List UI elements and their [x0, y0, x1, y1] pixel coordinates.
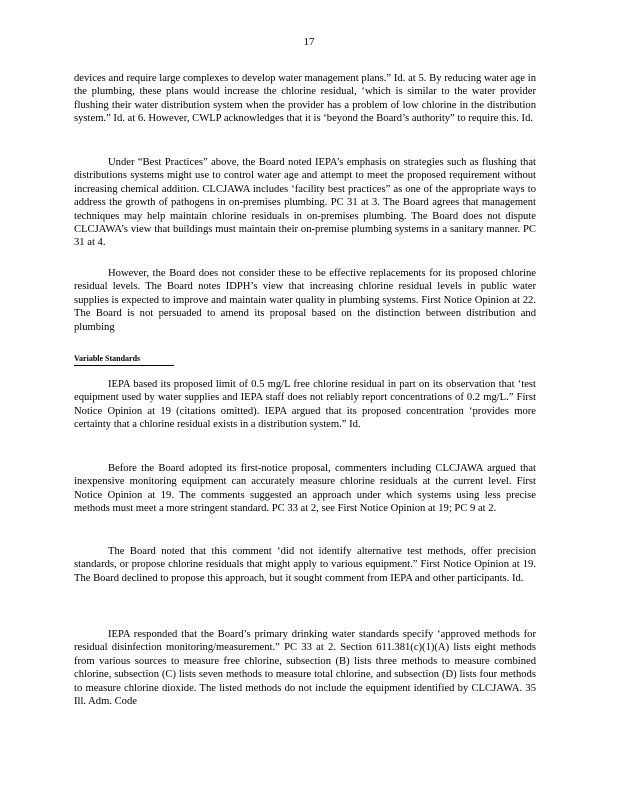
paragraph-7: IEPA responded that the Board’s primary drinking water standards specify ‘approved methods for residual disinfection monitoring/measurement.” PC 33 at 2. Section 611.381(c)(1)(A) lists eight methods from various sources to measure free chlorine, subsection (B) lists three methods to measure combined chlorine, subsection (C) lists seven methods to measure total chlorine, and subsection (D) lists four methods to measure chlorine dioxide. The listed methods do not include the equipment identified by CLCJAWA. 35 Ill. Adm. Code [74, 629, 536, 708]
paragraph-1: devices and require large complexes to develop water management plans.” Id. at 5. By reducing water age in the plumbing, these plans would increase the chlorine residual, ‘which is similar to the water provider flushing their water distribution system when the provider has a problem of low chlorine in the distribution system.” Id. at 6. However, CWLP acknowledges that it is ‘beyond the Board’s authority” to require this. Id. [74, 73, 536, 125]
paragraph-6: The Board noted that this comment ‘did not identify alternative test methods, offer precision standards, or propose chlorine residuals that might apply to various equipment.” First Notice Opinion at 19. The Board declined to propose this approach, but it sought comment from IEPA and other participants. Id. [74, 546, 536, 584]
paragraph-3: However, the Board does not consider these to be effective replacements for its proposed chlorine residual levels. The Board notes IDPH’s view that increasing chlorine residual levels in public water supplies is expected to improve and maintain water quality in plumbing systems. First Notice Opinion at 22. The Board is not persuaded to amend its proposal based on the distinction between distribution and plumbing [74, 268, 536, 333]
paragraph-4: IEPA based its proposed limit of 0.5 mg/L free chlorine residual in part on its observation that ‘test equipment used by water supplies and IEPA staff does not reliably report concentrations of 0.2 mg/L.” First Notice Opinion at 19 (citations omitted). IEPA argued that its proposed concentration ‘provides more certainty that a chlorine residual exists in a distribution system.” Id. [74, 379, 536, 431]
section-heading: Variable Standards [74, 354, 174, 366]
page-number: 17 [303, 36, 315, 48]
paragraph-5: Before the Board adopted its first-notice proposal, commenters including CLCJAWA argued that inexpensive monitoring equipment can accurately measure chlorine residuals at the current level. First Notice Opinion at 19. The comments suggested an approach under which systems using less precise methods must meet a more stringent standard. PC 33 at 2, see First Notice Opinion at 19; PC 9 at 2. [74, 463, 536, 515]
paragraph-2: Under “Best Practices” above, the Board noted IEPA’s emphasis on strategies such as flushing that distributions systems might use to control water age and attempt to meet the proposed requirement without increasing chemical addition. CLCJAWA includes ‘facility best practices” as one of the appropriate ways to address the growth of pathogens in on-premises plumbing. PC 31 at 3. The Board agrees that management techniques may help maintain chlorine residuals in on-premises plumbing. The Board does not dispute CLCJAWA’s view that buildings must maintain their on-premise plumbing systems in a sanitary manner. PC 31 at 4. [74, 157, 536, 249]
